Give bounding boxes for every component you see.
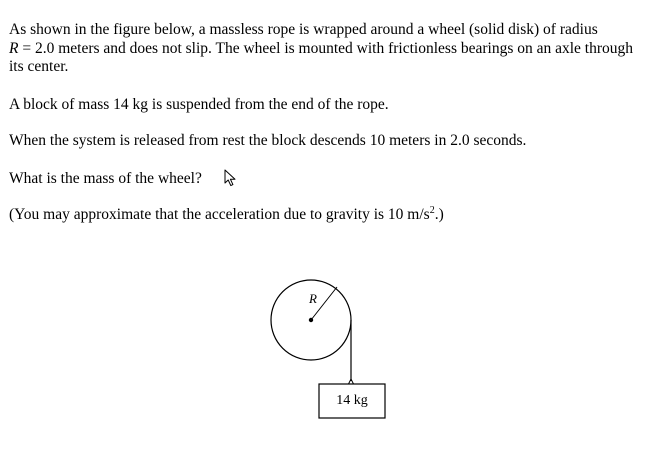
problem-paragraph-5 — [9, 206, 649, 225]
problem-question: What is the mass of the wheel? — [9, 169, 202, 187]
problem-paragraph-4 — [9, 169, 649, 189]
problem-radius-text: = 2.0 meters and does not slip. The wheel is mounted with frictionless bearings on an axle through its center. — [9, 39, 634, 75]
problem-paragraph-1 — [9, 21, 649, 77]
radius-symbol: R — [9, 39, 19, 57]
problem-intro-text: As shown in the figure below, a massless rope is wrapped around a wheel (solid disk) of radius — [9, 21, 598, 38]
axle-center — [309, 318, 313, 322]
gravity-text-end: .) — [434, 206, 444, 223]
mouse-pointer-icon — [224, 169, 238, 187]
problem-text — [9, 21, 649, 243]
problem-paragraph-3: When the system is released from rest the block descends 10 meters in 2.0 seconds. — [9, 132, 527, 149]
radius-label: R — [309, 291, 317, 306]
problem-paragraph-2: A block of mass 14 kg is suspended from the end of the rope. — [9, 95, 389, 113]
gravity-exponent: 2 — [429, 204, 435, 216]
wheel-block-figure — [268, 278, 390, 423]
gravity-text: (You may approximate that the acceleration due to gravity is 10 m/s — [9, 206, 430, 223]
block-mass-label: 14 kg — [336, 393, 368, 408]
